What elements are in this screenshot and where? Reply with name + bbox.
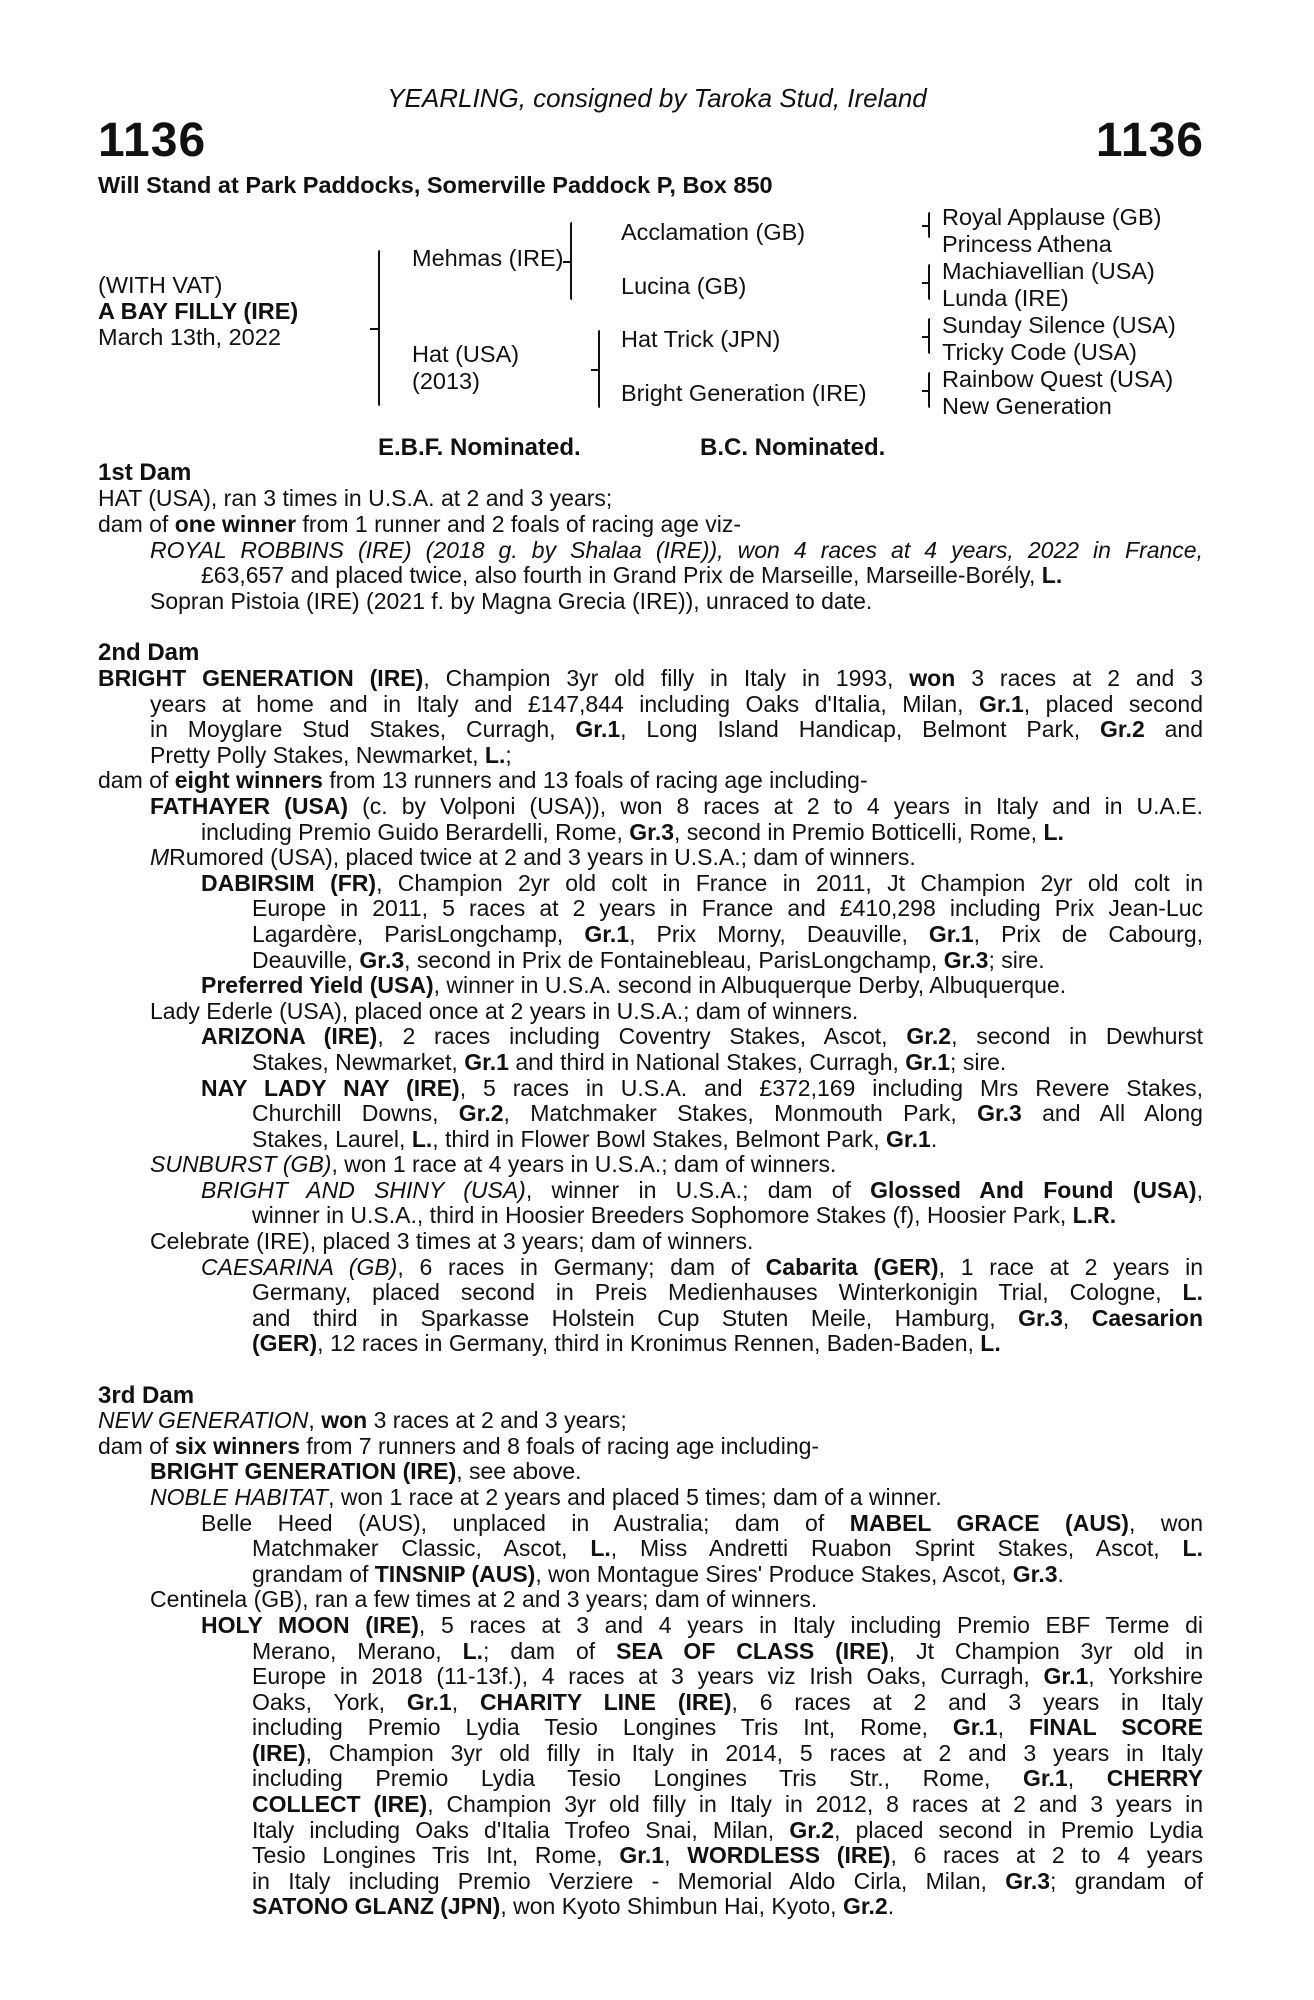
produce-noble-habitat: NOBLE HABITAT, won 1 race at 2 years and placed 5 times; dam of a winner. [150,1484,942,1510]
pedigree-dam-year: (2013) [412,368,480,394]
first-dam-produce-summary: dam of one winner from 1 runner and 2 foals of racing age viz- [98,511,742,537]
third-dam-produce-summary: dam of six winners from 7 runners and 8 foals of racing age including- [98,1433,820,1459]
pedigree-brace-dam [598,330,600,408]
pedigree-g3-3: Machiavellian (USA) [942,258,1155,284]
produce-holy-moon-6: (IRE), Champion 3yr old filly in Italy in 2014, 5 races at 2 and 3 years in Italy [252,1741,1203,1766]
produce-holy-moon-3: Europe in 2018 (11-13f.), 4 races at 3 years viz Irish Oaks, Curragh, Gr.1, Yorkshire [252,1664,1203,1689]
produce-rumored: MRumored (USA), placed twice at 2 and 3 years in U.S.A.; dam of winners. [150,844,916,870]
produce-holy-moon-7: including Premio Lydia Tesio Longines Tris Str., Rome, Gr.1, CHERRY [252,1766,1203,1791]
pedigree-sire: Mehmas (IRE) [412,245,564,271]
produce-belle-heed-3: grandam of TINSNIP (AUS), won Montague Sires' Produce Stakes, Ascot, Gr.3. [252,1561,1064,1587]
pedigree-sire-sire: Acclamation (GB) [621,219,806,245]
produce-preferred-yield: Preferred Yield (USA), winner in U.S.A. second in Albuquerque Derby, Albuquerque. [201,972,1067,998]
produce-fathayer: FATHAYER (USA) (c. by Volponi (USA)), won 8 races at 2 to 4 years in Italy and in U.A.E. [150,794,1203,819]
produce-royal-robbins: ROYAL ROBBINS (IRE) (2018 g. by Shalaa (IRE)), won 4 races at 4 years, 2022 in France, [150,538,1203,563]
third-dam-line: NEW GENERATION, won 3 races at 2 and 3 years; [98,1407,627,1433]
produce-dabirsim: DABIRSIM (FR), Champion 2yr old colt in France in 2011, Jt Champion 2yr old colt in [201,871,1203,896]
produce-dabirsim-2: Europe in 2011, 5 races at 2 years in France and £410,298 including Prix Jean-Luc [252,896,1203,921]
pedigree-dam-dam: Bright Generation (IRE) [621,380,867,406]
pedigree-brace-g3 [928,318,930,354]
consignor-line: YEARLING, consigned by Taroka Stud, Ireland [387,83,927,113]
produce-holy-moon-1: HOLY MOON (IRE), 5 races at 3 and 4 years in Italy including Premio EBF Terme di [201,1613,1203,1638]
produce-holy-moon-8: COLLECT (IRE), Champion 3yr old filly in Italy in 2012, 8 races at 2 and 3 years in [252,1792,1203,1817]
produce-centinela: Centinela (GB), ran a few times at 2 and 3 years; dam of winners. [150,1586,818,1612]
lot-number-left: 1136 [98,114,207,167]
horse-dob: March 13th, 2022 [98,324,281,350]
produce-fathayer-cont: including Premio Guido Berardelli, Rome, Gr.3, second in Premio Botticelli, Rome, L. [201,819,1064,845]
pedigree-brace-g4 [928,372,930,408]
second-dam-line-4: Pretty Polly Stakes, Newmarket, L.; [150,742,512,768]
produce-arizona-2: Stakes, Newmarket, Gr.1 and third in National Stakes, Curragh, Gr.1; sire. [252,1049,1007,1075]
vat-note: (WITH VAT) [98,272,223,298]
produce-holy-moon-12: SATONO GLANZ (JPN), won Kyoto Shimbun Hai, Kyoto, Gr.2. [252,1893,895,1919]
produce-arizona: ARIZONA (IRE), 2 races including Coventry Stakes, Ascot, Gr.2, second in Dewhurst [201,1024,1203,1049]
pedigree-g3-8: New Generation [942,393,1112,419]
pedigree-dam-sire: Hat Trick (JPN) [621,326,781,352]
pedigree-g3-1: Royal Applause (GB) [942,204,1162,230]
pedigree-g3-2: Princess Athena [942,231,1112,257]
produce-caesarina-2: Germany, placed second in Preis Medienhauses Winterkonigin Trial, Cologne, L. [252,1280,1203,1305]
pedigree-g3-4: Lunda (IRE) [942,285,1069,311]
produce-holy-moon-4: Oaks, York, Gr.1, CHARITY LINE (IRE), 6 races at 2 and 3 years in Italy [252,1690,1203,1715]
first-dam-line: HAT (USA), ran 3 times in U.S.A. at 2 and 3 years; [98,485,613,511]
pedigree-dam: Hat (USA) [412,341,520,367]
lot-number-right: 1136 [1095,114,1204,167]
ebf-nomination: E.B.F. Nominated. [378,434,581,461]
produce-holy-moon-9: Italy including Oaks d'Italia Trofeo Snai, Milan, Gr.2, placed second in Premio Lydia [252,1818,1203,1843]
produce-holy-moon-11: in Italy including Premio Verziere - Memorial Aldo Cirla, Milan, Gr.3; grandam of [252,1869,1203,1894]
produce-dabirsim-4: Deauville, Gr.3, second in Prix de Fontainebleau, ParisLongchamp, Gr.3; sire. [252,947,1045,973]
bc-nomination: B.C. Nominated. [700,434,886,461]
produce-bright-and-shiny-2: winner in U.S.A., third in Hoosier Breeders Sophomore Stakes (f), Hoosier Park, L.R. [252,1202,1117,1228]
pedigree-g3-5: Sunday Silence (USA) [942,312,1176,338]
second-dam-line-2: years at home and in Italy and £147,844 including Oaks d'Italia, Milan, Gr.1, placed second [150,692,1203,717]
produce-caesarina-4: (GER), 12 races in Germany, third in Kronimus Rennen, Baden-Baden, L. [252,1330,1001,1356]
produce-nay-lady-nay-3: Stakes, Laurel, L., third in Flower Bowl Stakes, Belmont Park, Gr.1. [252,1126,938,1152]
produce-caesarina: CAESARINA (GB), 6 races in Germany; dam of Cabarita (GER), 1 race at 2 years in [201,1255,1203,1280]
produce-lady-ederle: Lady Ederle (USA), placed once at 2 years in U.S.A.; dam of winners. [150,998,859,1024]
produce-belle-heed: Belle Heed (AUS), unplaced in Australia; dam of MABEL GRACE (AUS), won [201,1511,1203,1536]
first-dam-heading: 1st Dam [98,459,192,486]
pedigree-brace-g1 [928,212,930,238]
produce-holy-moon-2: Merano, Merano, L.; dam of SEA OF CLASS (IRE), Jt Champion 3yr old in [252,1639,1203,1664]
second-dam-line-1: BRIGHT GENERATION (IRE), Champion 3yr old filly in Italy in 1993, won 3 races at 2 and 3 [98,666,1203,691]
produce-nay-lady-nay-2: Churchill Downs, Gr.2, Matchmaker Stakes, Monmouth Park, Gr.3 and All Along [252,1101,1203,1126]
third-dam-heading: 3rd Dam [98,1382,195,1409]
produce-bright-and-shiny: BRIGHT AND SHINY (USA), winner in U.S.A.; dam of Glossed And Found (USA), [201,1178,1203,1203]
pedigree-sire-dam: Lucina (GB) [621,273,747,299]
pedigree-g3-6: Tricky Code (USA) [942,339,1137,365]
pedigree-brace-main [378,250,380,406]
stabling-location: Will Stand at Park Paddocks, Somerville Paddock P, Box 850 [98,172,773,198]
horse-name: A BAY FILLY (IRE) [98,298,299,324]
second-dam-line-3: in Moyglare Stud Stakes, Curragh, Gr.1, Long Island Handicap, Belmont Park, Gr.2 and [150,717,1203,742]
produce-holy-moon-10: Tesio Longines Tris Int, Rome, Gr.1, WORDLESS (IRE), 6 races at 2 to 4 years [252,1843,1203,1868]
produce-belle-heed-2: Matchmaker Classic, Ascot, L., Miss Andretti Ruabon Sprint Stakes, Ascot, L. [252,1536,1203,1561]
produce-bright-generation: BRIGHT GENERATION (IRE), see above. [150,1458,582,1484]
pedigree-g3-7: Rainbow Quest (USA) [942,366,1174,392]
second-dam-heading: 2nd Dam [98,639,200,666]
produce-dabirsim-3: Lagardère, ParisLongchamp, Gr.1, Prix Morny, Deauville, Gr.1, Prix de Cabourg, [252,922,1203,947]
pedigree-brace-g2 [928,264,930,300]
produce-sunburst: SUNBURST (GB), won 1 race at 4 years in U.S.A.; dam of winners. [150,1151,837,1177]
produce-caesarina-3: and third in Sparkasse Holstein Cup Stuten Meile, Hamburg, Gr.3, Caesarion [252,1306,1203,1331]
second-dam-produce-summary: dam of eight winners from 13 runners and 13 foals of racing age including- [98,767,868,793]
produce-nay-lady-nay: NAY LADY NAY (IRE), 5 races in U.S.A. and £372,169 including Mrs Revere Stakes, [201,1076,1203,1101]
produce-celebrate: Celebrate (IRE), placed 3 times at 3 years; dam of winners. [150,1228,754,1254]
produce-sopran-pistoia: Sopran Pistoia (IRE) (2021 f. by Magna Grecia (IRE)), unraced to date. [150,588,873,614]
produce-holy-moon-5: including Premio Lydia Tesio Longines Tris Int, Rome, Gr.1, FINAL SCORE [252,1715,1203,1740]
pedigree-brace-sire [570,222,572,300]
produce-royal-robbins-cont: £63,657 and placed twice, also fourth in Grand Prix de Marseille, Marseille-Borély, L. [201,562,1063,588]
